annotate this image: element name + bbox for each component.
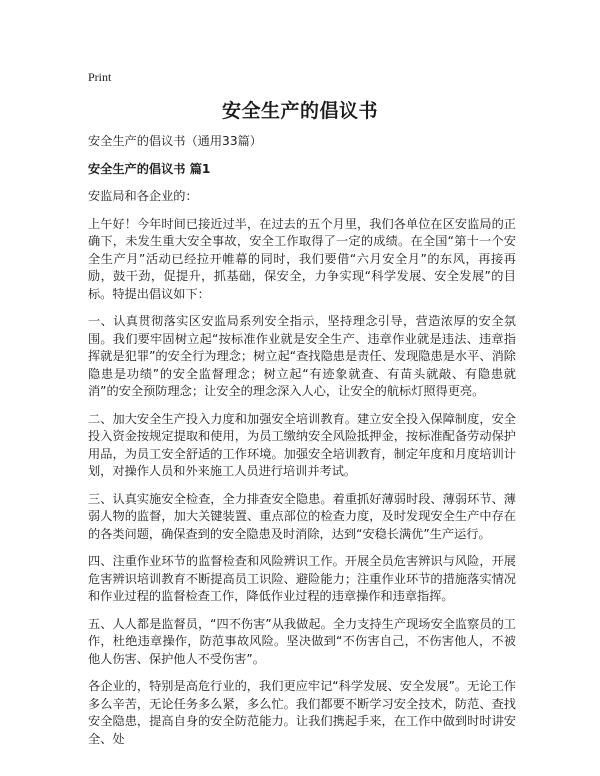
greeting-line: 安监局和各企业的：	[88, 189, 198, 203]
document-subtitle: 安全生产的倡议书（通用33篇）	[88, 134, 262, 148]
paragraph-item-4: 四、注重作业环节的监督检查和风险辨识工作。开展全员危害辨识与风险，开展危害辨识培训教育不断提高员工识险、避险能力；注重作业环节的措施落实情况和作业过程的监督检查工作，降低作业过程的违章操作和违章指挥。	[88, 554, 516, 603]
section-heading: 安全生产的倡议书 篇1	[88, 161, 211, 176]
paragraph-item-3: 三、认真实施安全检查，全力排查安全隐患。着重抓好薄弱时段、薄弱环节、薄弱人物的监督，加大关键装置、重点部位的检查力度，及时发现安全生产中存在的各类问题，确保查到的安全隐患及时消除，达到“安稳长满优”生产运行。	[88, 491, 516, 541]
document-body	[88, 133, 516, 758]
paragraph-closing: 各企业的，特别是高危行业的，我们更应牢记“科学发展、安全发展”。无论工作多么辛苦，无论任务多么紧，多么忙。我们都要不断学习安全技术，防范、查找安全隐患，提高自身的安全防范能力。让我们携起手来，在工作中做到时时讲安全、处	[88, 679, 516, 746]
paragraph-item-1: 一、认真贯彻落实区安监局系列安全指示，坚持理念引导，营造浓厚的安全氛围。我们要牢固树立起“按标准作业就是安全生产、违章作业就是违法、违章指挥就是犯罪”的安全行为理念；树立起“查找隐患是责任、发现隐患是水平、消除隐患是功绩”的安全监督理念；树立起“有迹象就查、有苗头就敲、有隐患就消”的安全预防理念；让安全的理念深入人心，让安全的航标灯照得更亮。	[88, 314, 516, 398]
paragraph-item-2: 二、加大安全生产投入力度和加强安全培训教育。建立安全投入保障制度，安全投入资金按规定提取和使用，为员工缴纳安全风险抵押金，按标准配备劳动保护用品，为员工安全舒适的工作环境。加强安全培训教育，制定年度和月度培训计划，对操作人员和外来施工人员进行培训并考试。	[88, 411, 516, 478]
print-link[interactable]: Print	[88, 70, 112, 84]
paragraph-item-5: 五、人人都是监督员，“四不伤害”从我做起。全力支持生产现场安全监察员的工作，杜绝违章操作，防范事故风险。坚决做到“不伤害自己，不伤害他人，不被他人伤害、保护他人不受伤害”。	[88, 616, 516, 666]
paragraph-intro: 上午好！今年时间已接近过半，在过去的五个月里，我们各单位在区安监局的正确下，未发生重大安全事故，安全工作取得了一定的成绩。在全国“第十一个安全生产月”活动已经拉开帷幕的同时，我们要借“六月安全月”的东风，再接再励，鼓干劲，促提升，抓基础，保安全，力争实现“科学发展、安全发展”的目标。特提出倡议如下：	[88, 216, 516, 301]
document-title: 安全生产的倡议书	[221, 100, 378, 122]
